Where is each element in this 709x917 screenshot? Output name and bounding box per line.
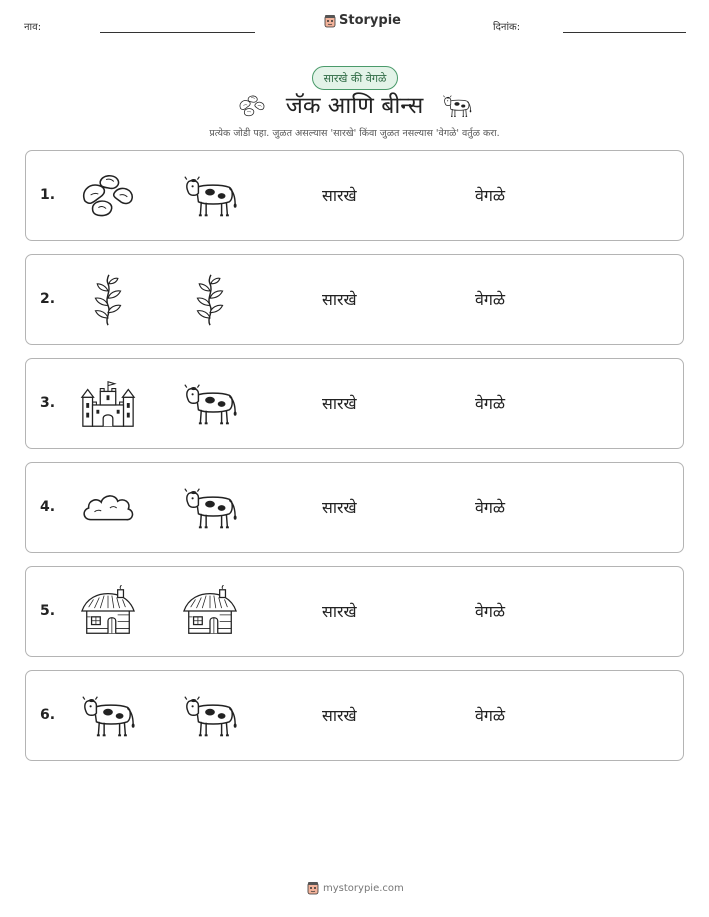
question-number: 2.: [40, 291, 56, 307]
question-number: 5.: [40, 603, 56, 619]
different-option[interactable]: वेगळे: [475, 498, 506, 517]
question-number: 1.: [40, 187, 56, 203]
question-row: [25, 566, 684, 657]
question-row: [25, 462, 684, 553]
cow-icon: [181, 169, 239, 223]
same-option[interactable]: सारखे: [322, 186, 357, 205]
same-option[interactable]: सारखे: [322, 602, 357, 621]
question-number: 3.: [40, 395, 56, 411]
cow-icon: [181, 689, 239, 743]
brand-name: Storypie: [339, 13, 401, 28]
castle-icon: [79, 377, 137, 431]
footer: [307, 881, 404, 895]
question-number: 4.: [40, 499, 56, 515]
same-option[interactable]: सारखे: [322, 290, 357, 309]
date-line[interactable]: [563, 32, 686, 33]
beans-icon: [79, 169, 137, 223]
question-row: [25, 358, 684, 449]
different-option[interactable]: वेगळे: [475, 602, 506, 621]
cow-icon: [181, 377, 239, 431]
instructions: प्रत्येक जोडी पहा. जुळत असल्यास 'सारखे' किंवा जुळत नसल्यास 'वेगळे' वर्तुळ करा.: [209, 128, 500, 139]
cow-icon: [441, 93, 473, 119]
name-label: नाव:: [24, 22, 42, 33]
brand-logo: [324, 13, 401, 28]
different-option[interactable]: वेगळे: [475, 706, 506, 725]
cow-icon: [181, 481, 239, 535]
page-title: जॅक आणि बीन्स: [285, 93, 424, 119]
different-option[interactable]: वेगळे: [475, 290, 506, 309]
footer-url[interactable]: mystorypie.com: [323, 882, 404, 894]
date-label: दिनांक:: [493, 22, 521, 33]
beanstalk-icon: [181, 273, 239, 327]
cottage-icon: [181, 585, 239, 639]
question-row: [25, 254, 684, 345]
question-row: [25, 670, 684, 761]
same-option[interactable]: सारखे: [322, 498, 357, 517]
question-number: 6.: [40, 707, 56, 723]
different-option[interactable]: वेगळे: [475, 186, 506, 205]
same-option[interactable]: सारखे: [322, 706, 357, 725]
beanstalk-icon: [79, 273, 137, 327]
same-option[interactable]: सारखे: [322, 394, 357, 413]
cottage-icon: [79, 585, 137, 639]
mascot-icon: [307, 881, 319, 895]
cloud-icon: [79, 481, 137, 535]
name-line[interactable]: [100, 32, 255, 33]
mascot-icon: [324, 14, 336, 28]
topic-tag: सारखे की वेगळे: [312, 66, 398, 90]
question-row: [25, 150, 684, 241]
cow-icon: [79, 689, 137, 743]
different-option[interactable]: वेगळे: [475, 394, 506, 413]
